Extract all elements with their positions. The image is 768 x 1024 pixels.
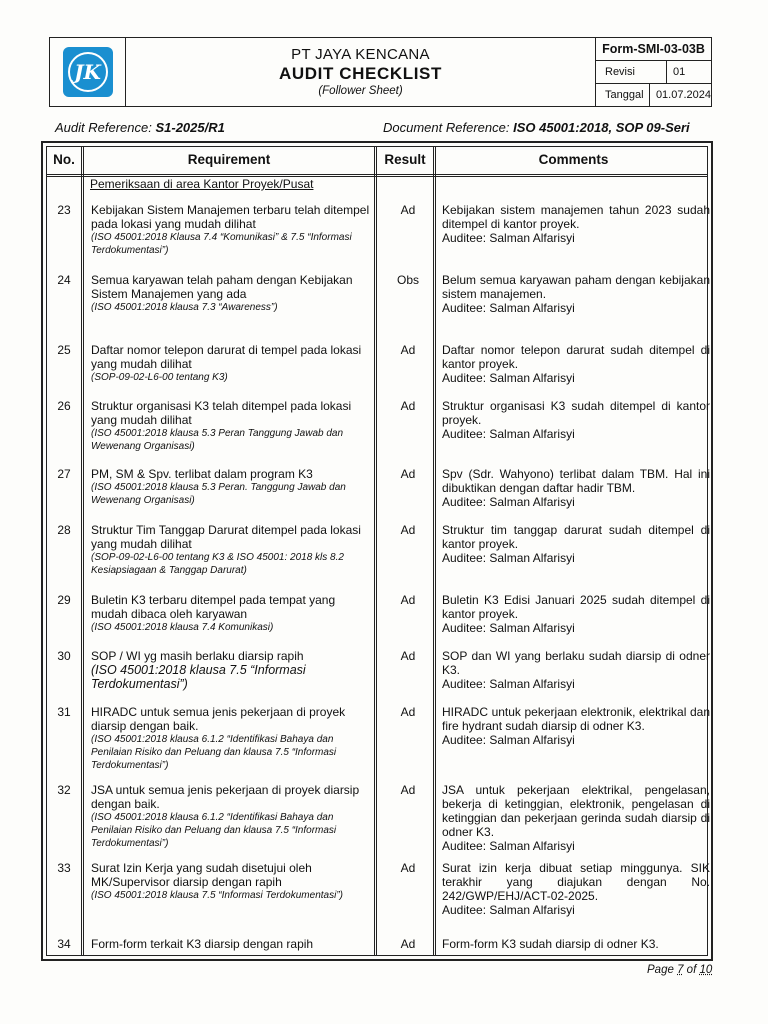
comment-text: Spv (Sdr. Wahyono) terlibat dalam TBM. Hal ini dibuktikan dengan daftar hadir TBM. xyxy=(442,467,710,495)
requirement-text: HIRADC untuk semua jenis pekerjaan di proyek diarsip dengan baik. xyxy=(91,705,346,733)
row-number: 25 xyxy=(57,343,71,357)
requirement-reference: (ISO 45001:2018 Klausa 7.4 “Komunikasi” & 7.5 “Informasi Terdokumentasi”) xyxy=(91,232,352,256)
requirement-cell xyxy=(91,649,375,691)
document-reference-value: ISO 45001:2018, SOP 09-Seri xyxy=(513,120,690,135)
result-cell: Ad xyxy=(400,861,416,875)
header-comments: Comments xyxy=(538,152,609,167)
logo-mark: JK xyxy=(68,52,108,92)
requirement-text: Form-form terkait K3 diarsip dengan rapih xyxy=(91,937,314,951)
form-code: Form-SMI-03-03B xyxy=(602,42,705,56)
header-no: No. xyxy=(53,152,75,167)
result-cell: Ad xyxy=(400,203,416,217)
section-title: Pemeriksaan di area Kantor Proyek/Pusat xyxy=(90,177,314,191)
auditee-text: Auditee: Salman Alfarisyi xyxy=(442,551,575,565)
header-requirement: Requirement xyxy=(187,152,271,167)
audit-reference-label: Audit Reference: xyxy=(55,120,152,135)
revision-value: 01 xyxy=(673,66,686,78)
requirement-reference: (ISO 45001:2018 klausa 5.3 Peran Tanggung Jawab dan Wewenang Organisasi) xyxy=(91,428,344,452)
comment-cell xyxy=(442,861,710,917)
page-of: of xyxy=(686,964,697,976)
result-cell: Obs xyxy=(396,273,419,287)
date-value: 01.07.2024 xyxy=(655,89,711,101)
comment-cell xyxy=(442,273,710,315)
requirement-cell xyxy=(91,593,375,634)
document-reference xyxy=(383,120,690,135)
auditee-text: Auditee: Salman Alfarisyi xyxy=(442,301,575,315)
column-divider xyxy=(433,147,436,955)
company-name: PT JAYA KENCANA xyxy=(291,46,430,63)
requirement-cell xyxy=(91,203,375,257)
page-current: 7 xyxy=(677,964,684,976)
date-row xyxy=(596,84,711,107)
row-number: 28 xyxy=(57,523,71,537)
result-cell: Ad xyxy=(400,467,416,481)
comment-cell xyxy=(442,705,710,747)
auditee-text: Auditee: Salman Alfarisyi xyxy=(442,903,575,917)
comment-text: HIRADC untuk pekerjaan elektronik, elektrikal dan fire hydrant sudah diarsip di odner K3. xyxy=(442,705,710,733)
result-cell: Ad xyxy=(400,343,416,357)
requirement-text: Struktur Tim Tanggap Darurat ditempel pada lokasi yang mudah dilihat xyxy=(91,523,361,551)
requirement-text: Struktur organisasi K3 telah ditempel pada lokasi yang mudah dilihat xyxy=(91,399,352,427)
form-code-row xyxy=(596,38,711,61)
requirement-cell xyxy=(91,937,375,951)
page-total: 10 xyxy=(699,964,713,976)
requirement-cell xyxy=(91,523,375,577)
auditee-text: Auditee: Salman Alfarisyi xyxy=(442,839,575,853)
comment-text: Kebijakan sistem manajemen tahun 2023 sudah ditempel di kantor proyek. xyxy=(442,203,710,231)
document-header xyxy=(49,37,712,107)
comment-text: JSA untuk pekerjaan elektrikal, pengelasan, bekerja di ketinggian, elektronik, pengelasan di ketinggian dan pekerjaan gerinda sudah diarsip di odner K3. xyxy=(442,783,710,839)
requirement-cell xyxy=(91,467,375,507)
comment-cell xyxy=(442,593,710,635)
comment-cell xyxy=(442,649,710,691)
comment-cell xyxy=(442,937,710,951)
document-subtitle: (Follower Sheet) xyxy=(318,85,403,97)
requirement-cell xyxy=(91,861,375,902)
row-number: 32 xyxy=(57,783,71,797)
document-reference-label: Document Reference: xyxy=(383,120,510,135)
result-cell: Ad xyxy=(400,705,416,719)
form-info xyxy=(596,38,711,106)
requirement-text: Kebijakan Sistem Manajemen terbaru telah ditempel pada lokasi yang mudah dilihat xyxy=(91,203,370,231)
requirement-reference: (ISO 45001:2018 klausa 6.1.2 “Identifikasi Bahaya dan Penilaian Risiko dan Peluang dan klausa 7.5 “Informasi Terdokumentasi”) xyxy=(91,734,337,771)
company-logo xyxy=(63,47,113,97)
requirement-cell xyxy=(91,399,375,453)
audit-checklist-table xyxy=(41,141,713,961)
comment-text: Daftar nomor telepon darurat sudah ditempel di kantor proyek. xyxy=(442,343,710,371)
comment-text: Struktur tim tanggap darurat sudah ditempel di kantor proyek. xyxy=(442,523,710,551)
requirement-text: Buletin K3 terbaru ditempel pada tempat yang mudah dibaca oleh karyawan xyxy=(91,593,336,621)
auditee-text: Auditee: Salman Alfarisyi xyxy=(442,621,575,635)
result-cell: Ad xyxy=(400,523,416,537)
table-header xyxy=(47,147,707,177)
row-number: 34 xyxy=(57,937,71,951)
requirement-text: JSA untuk semua jenis pekerjaan di proyek diarsip dengan baik. xyxy=(91,783,360,811)
comment-text: Buletin K3 Edisi Januari 2025 sudah ditempel di kantor proyek. xyxy=(442,593,710,621)
row-number: 30 xyxy=(57,649,71,663)
requirement-reference: (ISO 45001:2018 klausa 5.3 Peran. Tanggung Jawab dan Wewenang Organisasi) xyxy=(91,482,346,506)
result-cell: Ad xyxy=(400,783,416,797)
date-label: Tanggal xyxy=(596,84,650,107)
auditee-text: Auditee: Salman Alfarisyi xyxy=(442,231,575,245)
table-frame xyxy=(46,146,708,956)
header-result: Result xyxy=(384,152,426,167)
comment-text: Form-form K3 sudah diarsip di odner K3. xyxy=(442,937,659,951)
requirement-reference: (ISO 45001:2018 klausa 7.3 “Awareness”) xyxy=(91,302,278,313)
auditee-text: Auditee: Salman Alfarisyi xyxy=(442,427,575,441)
requirement-text: PM, SM & Spv. terlibat dalam program K3 xyxy=(91,467,313,481)
row-number: 31 xyxy=(57,705,71,719)
revision-row xyxy=(596,61,711,84)
requirement-text: Surat Izin Kerja yang sudah disetujui oleh MK/Supervisor diarsip dengan rapih xyxy=(91,861,312,889)
row-number: 27 xyxy=(57,467,71,481)
result-cell: Ad xyxy=(400,937,416,951)
comment-cell xyxy=(442,343,710,385)
row-number: 23 xyxy=(57,203,71,217)
auditee-text: Auditee: Salman Alfarisyi xyxy=(442,371,575,385)
comment-cell xyxy=(442,467,710,509)
comment-cell xyxy=(442,203,710,245)
comment-cell xyxy=(442,523,710,565)
comment-text: Struktur organisasi K3 sudah ditempel di kantor proyek. xyxy=(442,399,710,427)
requirement-reference: (ISO 45001:2018 klausa 7.5 “Informasi Terdokumentasi”) xyxy=(91,663,306,691)
logo-cell xyxy=(50,38,126,106)
requirement-text: Semua karyawan telah paham dengan Kebijakan Sistem Manajemen yang ada xyxy=(91,273,353,301)
auditee-text: Auditee: Salman Alfarisyi xyxy=(442,733,575,747)
result-cell: Ad xyxy=(400,649,416,663)
auditee-text: Auditee: Salman Alfarisyi xyxy=(442,677,575,691)
row-number: 24 xyxy=(57,273,71,287)
result-cell: Ad xyxy=(400,399,416,413)
comment-cell xyxy=(442,783,710,853)
result-cell: Ad xyxy=(400,593,416,607)
row-number: 33 xyxy=(57,861,71,875)
auditee-text: Auditee: Salman Alfarisyi xyxy=(442,495,575,509)
requirement-text: Daftar nomor telepon darurat di tempel pada lokasi yang mudah dilihat xyxy=(91,343,362,371)
row-number: 29 xyxy=(57,593,71,607)
title-cell xyxy=(126,38,596,106)
requirement-reference: (ISO 45001:2018 klausa 6.1.2 “Identifikasi Bahaya dan Penilaian Risiko dan Peluang dan klausa 7.5 “Informasi Terdokumentasi”) xyxy=(91,812,337,849)
requirement-reference: (ISO 45001:2018 klausa 7.5 “Informasi Terdokumentasi”) xyxy=(91,890,343,901)
comment-text: Belum semua karyawan paham dengan kebijakan sistem manajemen. xyxy=(442,273,710,301)
column-divider xyxy=(81,147,84,955)
document-title: AUDIT CHECKLIST xyxy=(279,64,442,83)
requirement-cell xyxy=(91,783,375,850)
page-label: Page xyxy=(647,964,674,976)
requirement-reference: (SOP-09-02-L6-00 tentang K3) xyxy=(91,372,228,383)
page-number xyxy=(647,964,712,976)
requirement-cell xyxy=(91,705,375,772)
revision-label: Revisi xyxy=(596,61,667,83)
audit-reference-value: S1-2025/R1 xyxy=(155,120,225,135)
comment-text: SOP dan WI yang berlaku sudah diarsip di odner K3. xyxy=(442,649,710,677)
requirement-reference: (SOP-09-02-L6-00 tentang K3 & ISO 45001: 2018 kls 8.2 Kesiapsiagaan & Tanggap Darurat) xyxy=(91,552,344,576)
comment-cell xyxy=(442,399,710,441)
requirement-cell xyxy=(91,343,375,384)
requirement-reference: (ISO 45001:2018 klausa 7.4 Komunikasi) xyxy=(91,622,274,633)
row-number: 26 xyxy=(57,399,71,413)
audit-reference xyxy=(55,120,225,135)
comment-text: Surat izin kerja dibuat setiap minggunya. SIK terakhir yang diajukan dengan No. 242/GWP/EHJ/ACT-02-2025. xyxy=(442,861,710,903)
requirement-text: SOP / WI yg masih berlaku diarsip rapih xyxy=(91,649,304,663)
requirement-cell xyxy=(91,273,375,314)
